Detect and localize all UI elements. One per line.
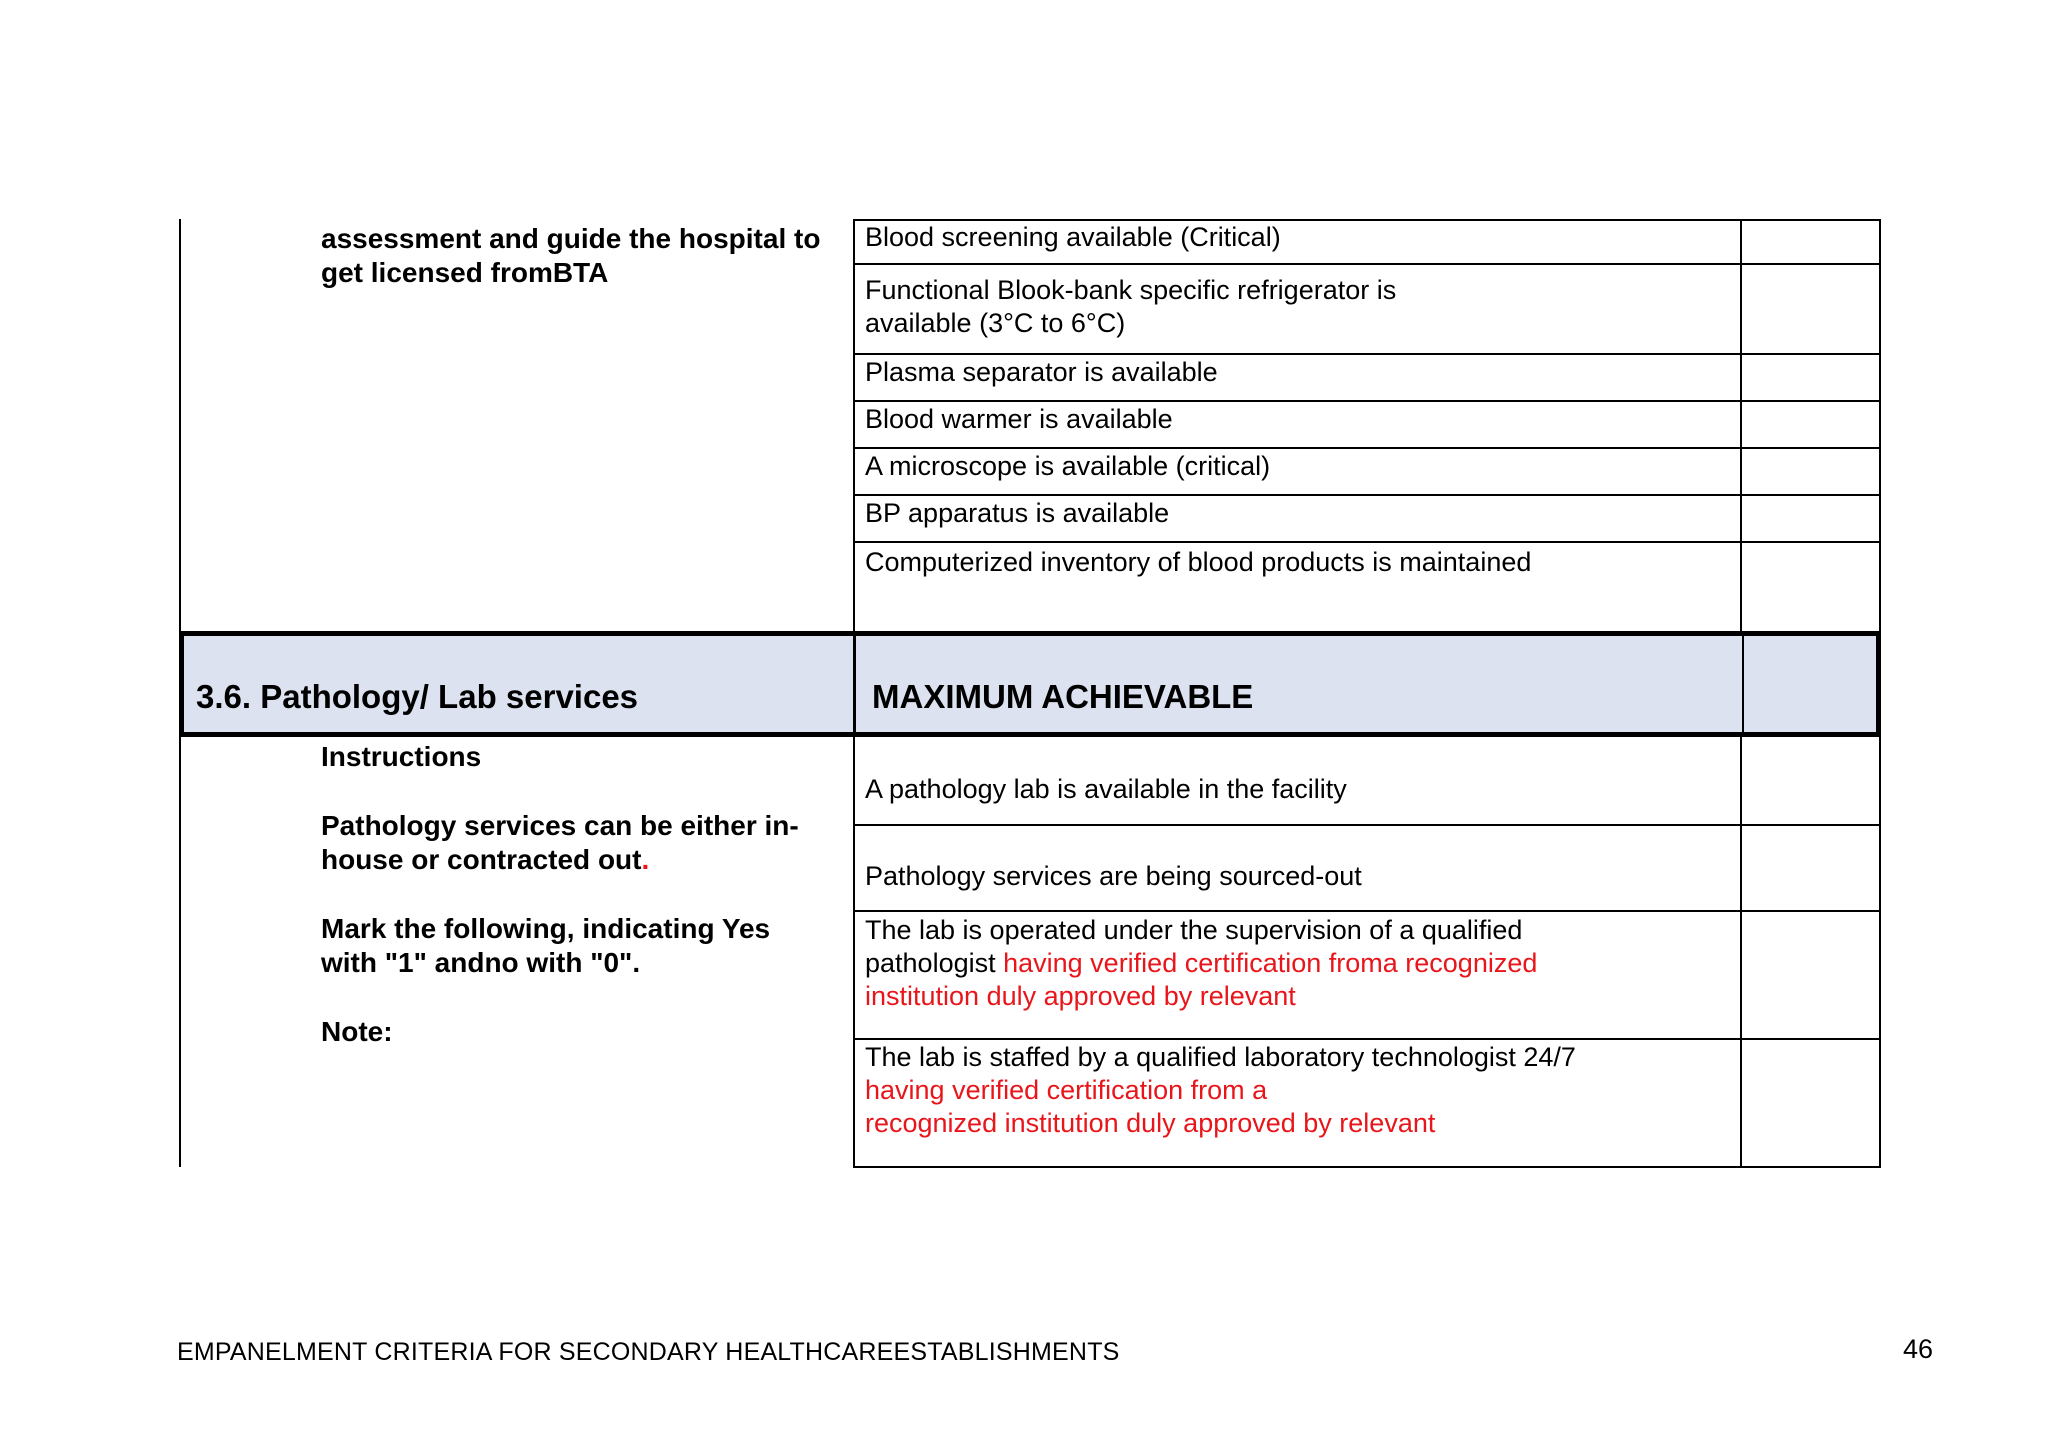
table-row xyxy=(855,402,1879,447)
page-number: 46 xyxy=(1903,1334,1934,1364)
table-row xyxy=(855,265,1879,353)
row-text-line-2: available (3°C to 6°C) xyxy=(865,308,1126,338)
row-text: Plasma separator is available xyxy=(865,357,1218,387)
table-row xyxy=(855,221,1879,263)
instr-line: house or contracted out xyxy=(321,844,642,875)
top-checklist-table xyxy=(853,219,1881,633)
footer-title: EMPANELMENT CRITERIA FOR SECONDARY HEALTHCAREESTABLISHMENTS xyxy=(177,1338,1120,1366)
row-text: A microscope is available (critical) xyxy=(865,451,1271,481)
row-text-line-1: The lab is staffed by a qualified laboratory technologist 24/7 xyxy=(865,1042,1576,1072)
band-divider xyxy=(853,631,856,737)
pathology-checklist-table xyxy=(853,735,1881,1168)
row-text-line-2: pathologist xyxy=(865,948,1004,978)
instr-line: with "1" andno with "0". xyxy=(321,947,641,978)
top-left-line-2: get licensed fromBTA xyxy=(321,257,609,288)
note-label: Note: xyxy=(321,1016,393,1047)
row-text-line-1: The lab is operated under the supervision of a qualified xyxy=(865,915,1523,945)
instructions-paragraph-1 xyxy=(321,809,851,877)
red-text: having verified certification from a xyxy=(865,1075,1268,1105)
row-text: BP apparatus is available xyxy=(865,498,1170,528)
table-row xyxy=(855,449,1879,494)
row-text: A pathology lab is available in the facility xyxy=(865,774,1347,804)
maximum-achievable-label: MAXIMUM ACHIEVABLE xyxy=(872,678,1254,715)
row-text: Pathology services are being sourced-out xyxy=(865,861,1362,891)
instructions-heading: Instructions xyxy=(321,741,482,772)
table-row xyxy=(855,1040,1879,1166)
table-row xyxy=(855,912,1879,1038)
red-text: institution duly approved by relevant xyxy=(865,981,1296,1011)
instr-line: Pathology services can be either in- xyxy=(321,810,799,841)
table-row xyxy=(855,496,1879,541)
top-left-line-1: assessment and guide the hospital to xyxy=(321,223,821,254)
table-row xyxy=(855,735,1879,824)
section-header-band xyxy=(179,631,1881,737)
instructions-block xyxy=(321,740,851,1084)
red-period: . xyxy=(641,844,650,875)
instructions-paragraph-2 xyxy=(321,912,851,980)
row-text: Computerized inventory of blood products is maintained xyxy=(865,547,1532,577)
table-row xyxy=(855,355,1879,400)
row-text-line-1: Functional Blook-bank specific refrigerator is xyxy=(865,275,1397,305)
red-text: having verified certification froma recognized xyxy=(1003,948,1538,978)
table-row xyxy=(855,543,1879,633)
row-text: Blood warmer is available xyxy=(865,404,1173,434)
top-left-instruction xyxy=(321,222,851,290)
section-title: 3.6. Pathology/ Lab services xyxy=(196,678,639,715)
table-row xyxy=(855,826,1879,910)
red-text: recognized institution duly approved by relevant xyxy=(865,1108,1436,1138)
band-divider xyxy=(1742,631,1744,737)
row-text: Blood screening available (Critical) xyxy=(865,222,1281,252)
instr-line: Mark the following, indicating Yes xyxy=(321,913,771,944)
